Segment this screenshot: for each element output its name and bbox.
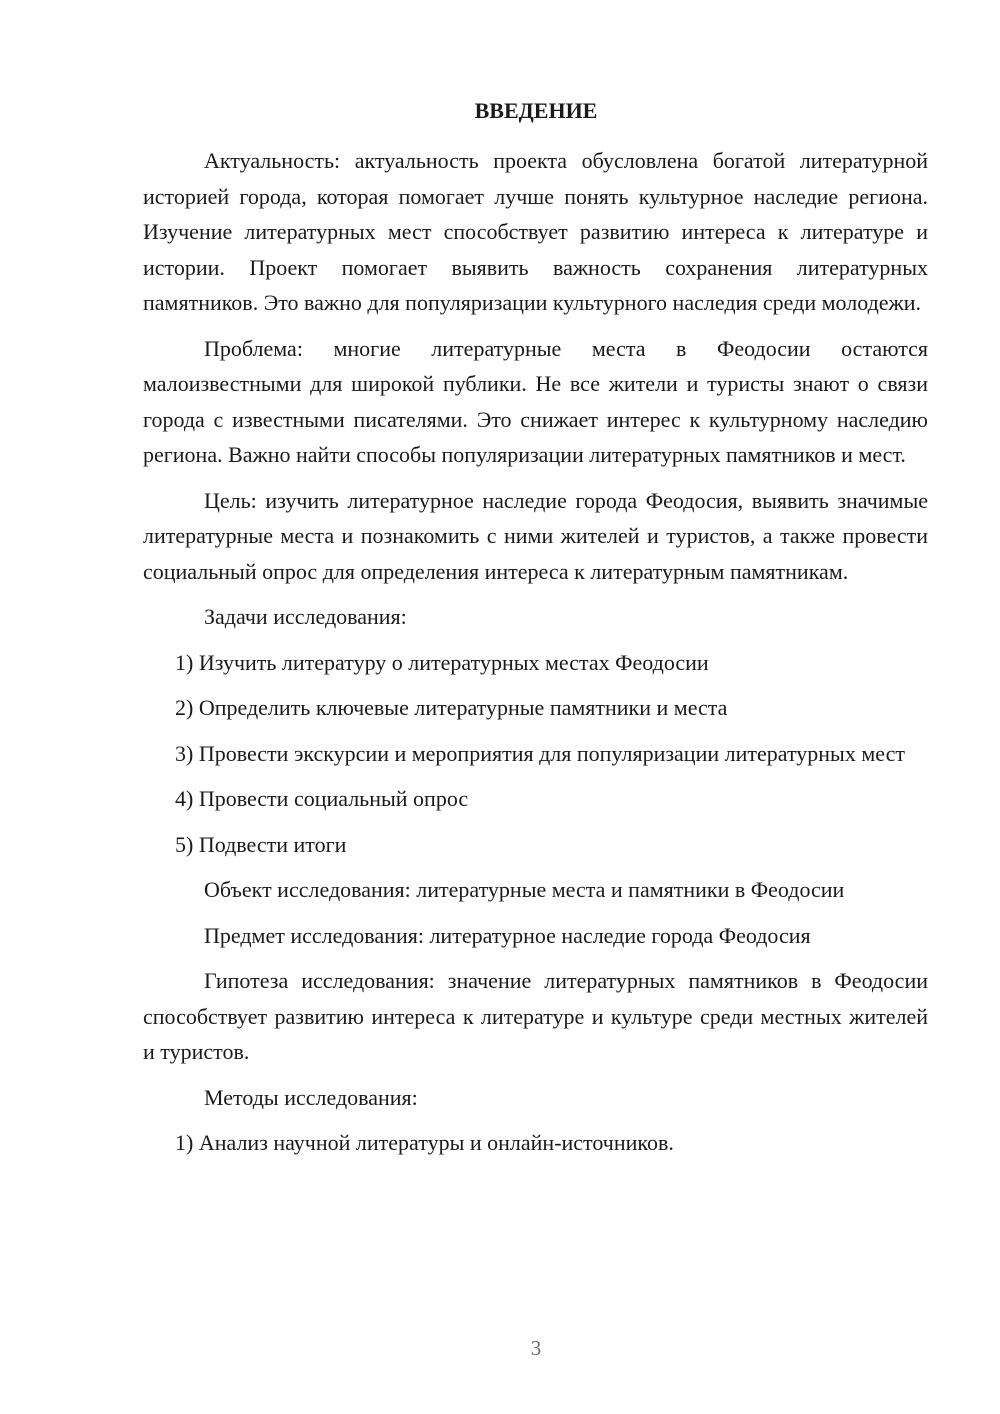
page-number: 3 xyxy=(530,1336,542,1360)
research-object: Объект исследования: литературные места и памятники в Феодосии xyxy=(204,877,845,902)
task-item-3: 3) Провести экскурсии и мероприятия для популяризации литературных мест xyxy=(175,740,905,766)
research-subject: Предмет исследования: литературное наследие города Феодосия xyxy=(204,922,811,948)
page-title: ВВЕДЕНИЕ xyxy=(474,98,598,123)
document-body xyxy=(143,143,928,1171)
methods-heading: Методы исследования: xyxy=(204,1084,418,1110)
task-item-4: 4) Провести социальный опрос xyxy=(175,786,469,811)
goal-paragraph: Цель: изучить литературное наследие города Феодосия, выявить значимые литературные места и познакомить с ними жителей и туристов, а также провести социальный опрос для определения интереса к литературным памятникам. xyxy=(143,487,928,584)
problem-paragraph: Проблема: многие литературные места в Феодосии остаются малоизвестными для широкой публики. Не все жители и туристы знают о связи города с известными писателями. Это снижает интерес к культурному наследию региона. Важно найти способы популяризации литературных памятников и мест. xyxy=(143,335,928,467)
tasks-heading: Задачи исследования: xyxy=(204,604,407,629)
task-item-2: 2) Определить ключевые литературные памятники и места xyxy=(175,695,728,720)
research-hypothesis: Гипотеза исследования: значение литературных памятников в Феодосии способствует развитию интереса к литературе и культуре среди местных жителей и туристов. xyxy=(143,968,928,1064)
task-item-5: 5) Подвести итоги xyxy=(175,831,347,857)
relevance-paragraph: Актуальность: актуальность проекта обусловлена богатой литературной историей города, которая помогает лучше понять культурное наследие региона. Изучение литературных мест способствует развитию интереса к литературе и истории. Проект помогает выявить важность сохранения литературных памятников. Это важно для популяризации культурного наследия среди молодежи. xyxy=(143,148,928,315)
method-item-1: 1) Анализ научной литературы и онлайн-источников. xyxy=(175,1130,674,1155)
task-item-1: 1) Изучить литературу о литературных местах Феодосии xyxy=(175,649,709,675)
